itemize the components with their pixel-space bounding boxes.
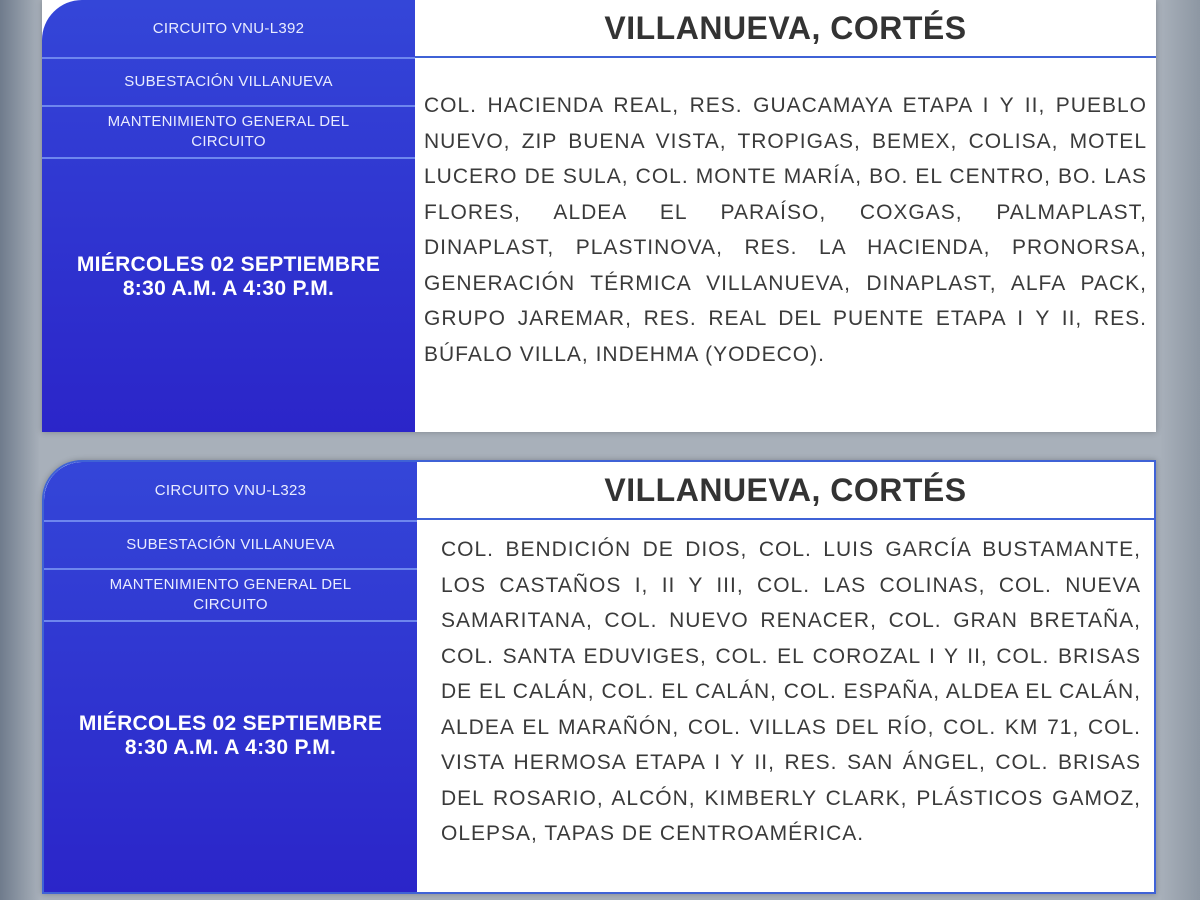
divider (417, 518, 1154, 520)
notice-info-panel (42, 0, 415, 432)
outage-time: 8:30 A.M. A 4:30 P.M. (124, 736, 337, 759)
divider (44, 620, 417, 622)
outage-notice-card-2 (42, 460, 1156, 894)
outage-notice-card-1 (42, 0, 1156, 432)
outage-time: 8:30 A.M. A 4:30 P.M. (122, 277, 335, 300)
affected-areas: COL. BENDICIÓN DE DIOS, COL. LUIS GARCÍA BUSTAMANTE, LOS CASTAÑOS I, II Y III, COL. LAS COLINAS, COL. NUEVA SAMARITANA, COL. NUEVO RENACER, COL. GRAN BRETAÑA, COL. SANTA EDUVIGES, COL. EL COROZAL I Y II, COL. BRISAS DE EL CALÁN, COL. EL CALÁN, COL. ESPAÑA, ALDEA EL CALÁN, ALDEA EL MARAÑÓN, COL. VILLAS DEL RÍO, COL. KM 71, COL. VISTA HERMOSA ETAPA I Y II, RES. SAN ÁNGEL, COL. BRISAS DEL ROSARIO, ALCÓN, KIMBERLY CLARK, PLÁSTICOS GAMOZ, OLEPSA, TAPAS DE CENTROAMÉRICA. (441, 538, 1141, 845)
divider (42, 157, 415, 159)
notice-detail-panel (417, 462, 1154, 892)
outage-date: MIÉRCOLES 02 SEPTIEMBRE (78, 712, 383, 735)
divider (415, 56, 1156, 58)
town-title: VILLANUEVA, CORTÉS (604, 9, 967, 46)
notice-detail-panel (415, 0, 1156, 432)
affected-areas: COL. HACIENDA REAL, RES. GUACAMAYA ETAPA I Y II, PUEBLO NUEVO, ZIP BUENA VISTA, TROPIGAS, BEMEX, COLISA, MOTEL LUCERO DE SULA, COL. MONTE MARÍA, BO. EL CENTRO, BO. LAS FLORES, ALDEA EL PARAÍSO, COXGAS, PALMAPLAST, DINAPLAST, PLASTINOVA, RES. LA HACIENDA, PRONORSA, GENERACIÓN TÉRMICA VILLANUEVA, DINAPLAST, ALFA PACK, GRUPO JAREMAR, RES. REAL DEL PUENTE ETAPA I Y II, RES. BÚFALO VILLA, INDEHMA (YODECO). (424, 94, 1147, 366)
work-description: MANTENIMIENTO GENERAL DEL CIRCUITO (107, 113, 350, 150)
circuit-label: CIRCUITO VNU-L323 (154, 482, 307, 499)
notice-info-panel (44, 462, 417, 892)
circuit-label: CIRCUITO VNU-L392 (152, 19, 305, 37)
substation-label: SUBESTACIÓN VILLANUEVA (126, 536, 335, 553)
substation-label: SUBESTACIÓN VILLANUEVA (124, 73, 333, 90)
town-title: VILLANUEVA, CORTÉS (604, 471, 967, 508)
work-description: MANTENIMIENTO GENERAL DEL CIRCUITO (109, 576, 352, 613)
outage-date: MIÉRCOLES 02 SEPTIEMBRE (76, 253, 381, 276)
